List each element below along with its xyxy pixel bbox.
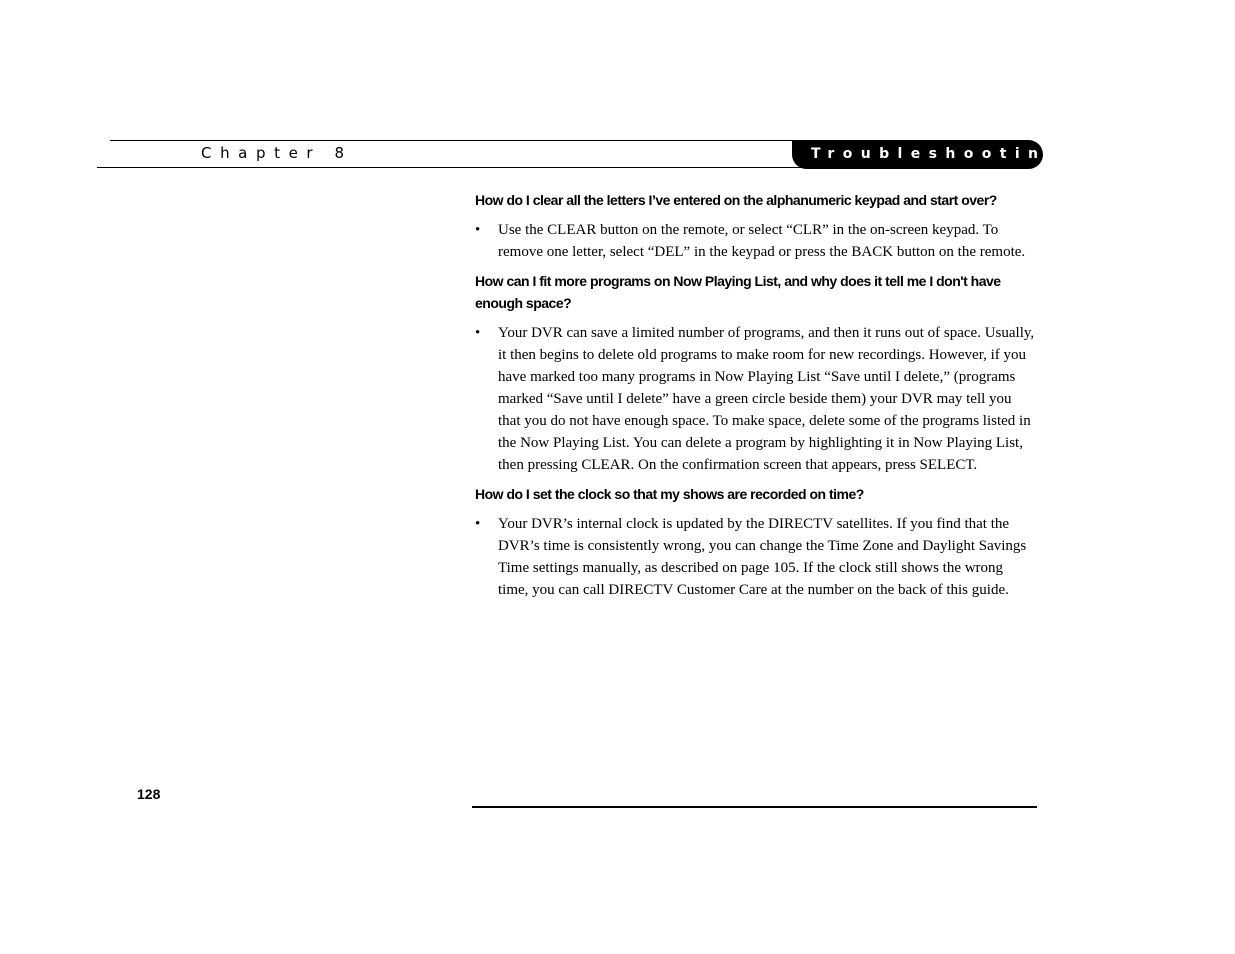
faq-answer — [475, 219, 1037, 263]
page-number: 128 — [137, 786, 161, 802]
faq-answer-text: Your DVR’s internal clock is updated by the DIRECTV satellites. If you find that the DVR’s time is consistently wrong, you can change the Time Zone and Daylight Savings Time settings manually, as described on page 105. If the clock still shows the wrong time, you can call DIRECTV Customer Care at the number on the back of this guide. — [498, 516, 1027, 598]
faq-answer-text: Your DVR can save a limited number of programs, and then it runs out of space. Usually, it then begins to delete old programs to make room for new recordings. However, if you have marked too many programs in Now Playing List “Save until I delete,” (programs marked “Save until I delete” have a green circle beside them) your DVR may tell you that you do not have enough space. To make space, delete some of the programs listed in the Now Playing List. You can delete a program by highlighting it in Now Playing List, then pressing CLEAR. On the confirmation screen that appears, press SELECT. — [498, 325, 1035, 473]
section-title: Troubleshooting — [811, 146, 1065, 162]
faq-content — [475, 189, 1037, 608]
header-rule-top — [110, 140, 792, 141]
bullet-marker: • — [475, 222, 481, 238]
bullet-marker: • — [475, 516, 481, 532]
faq-answer — [475, 513, 1037, 601]
faq-question: How can I fit more programs on Now Playing List, and why does it tell me I don't have enough space? — [475, 273, 1001, 311]
chapter-label: Chapter 8 — [201, 144, 353, 162]
section-tab — [792, 140, 1065, 169]
faq-answer — [475, 322, 1037, 476]
footer-rule — [472, 806, 1037, 808]
bullet-marker: • — [475, 325, 481, 341]
faq-answer-text: Use the CLEAR button on the remote, or select “CLR” in the on-screen keypad. To remove one letter, select “DEL” in the keypad or press the BACK button on the remote. — [498, 222, 1026, 260]
faq-question: How do I set the clock so that my shows are recorded on time? — [475, 486, 864, 502]
faq-question: How do I clear all the letters I’ve entered on the alphanumeric keypad and start over? — [475, 192, 997, 208]
header-rule-bottom — [97, 167, 803, 168]
